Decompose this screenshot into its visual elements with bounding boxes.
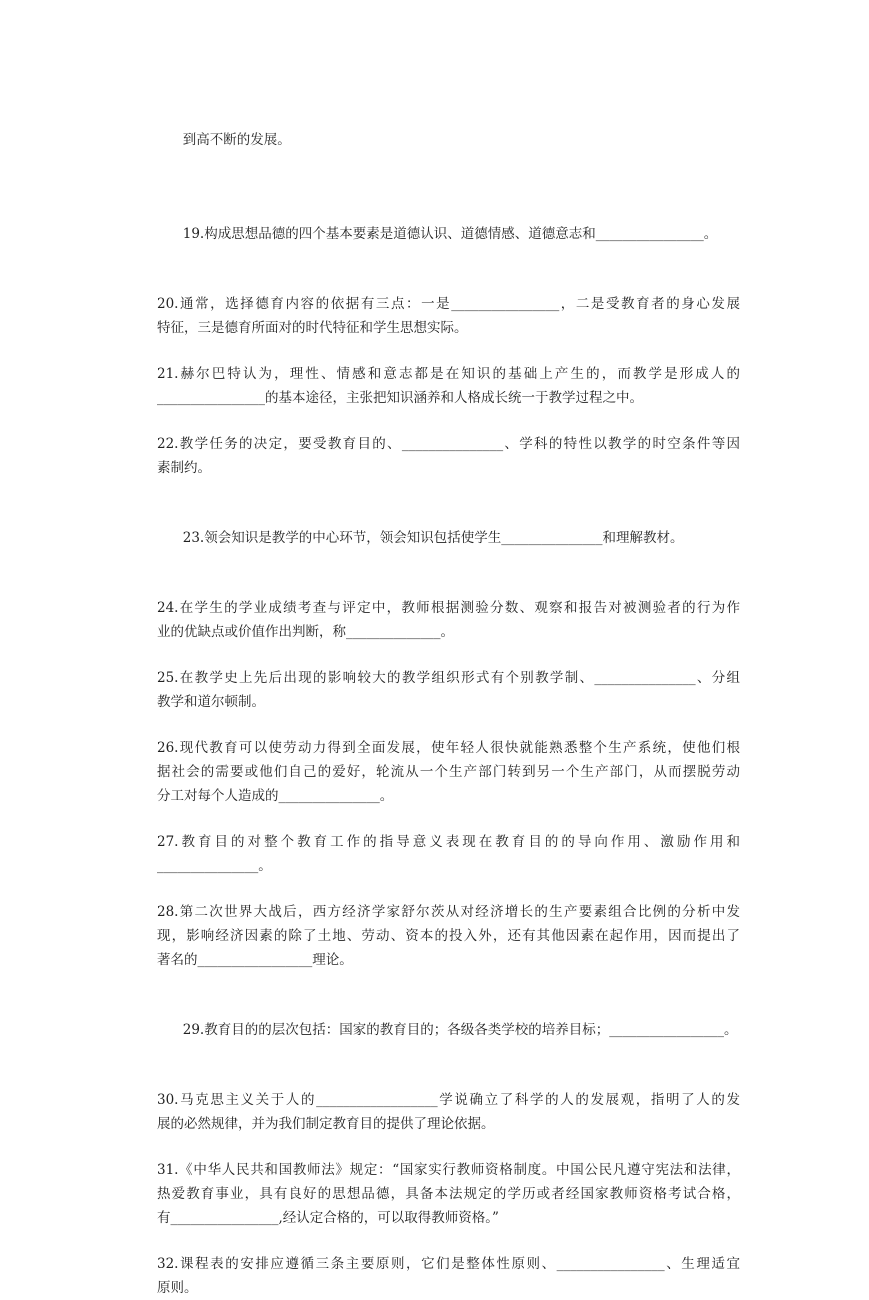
- question-continuation: 到高不断的发展。: [182, 132, 291, 148]
- question-29: 29.教育目的的层次包括：国家的教育目的；各级各类学校的培养目标；_________________。: [182, 1022, 738, 1038]
- question-27: 27.教育目的对整个教育工作的指导意义表现在教育目的的导向作用、激励作用和 _______________。: [157, 834, 740, 874]
- question-30: 30.马克思主义关于人的__________________学说确立了科学的人的发展观，指明了人的发 展的必然规律，并为我们制定教育目的提供了理论依据。: [157, 1092, 740, 1132]
- question-list: [157, 104, 740, 1300]
- question-24: 24.在学生的学业成绩考查与评定中，教师根据测验分数、观察和报告对被测验者的行为作 业的优缺点或价值作出判断，称______________。: [157, 600, 740, 640]
- question-21: 21.赫尔巴特认为，理性、情感和意志都是在知识的基础上产生的，而教学是形成人的 ________________的基本途径，主张把知识涵养和人格成长统一于教学过程之中。: [157, 366, 740, 406]
- question-23: 23.领会知识是教学的中心环节，领会知识包括使学生_______________和理解教材。: [182, 530, 684, 546]
- question-19: 19.构成思想品德的四个基本要素是道德认识、道德情感、道德意志和________________。: [182, 226, 718, 242]
- question-25: 25.在教学史上先后出现的影响较大的教学组织形式有个别教学制、_______________、分组 教学和道尔顿制。: [157, 670, 740, 710]
- question-22: 22.教学任务的决定，要受教育目的、_______________、学科的特性以教学的时空条件等因 素制约。: [157, 436, 740, 476]
- question-26: 26.现代教育可以使劳动力得到全面发展，使年轻人很快就能熟悉整个生产系统，使他们根 据社会的需要或他们自己的爱好，轮流从一个生产部门转到另一个生产部门，从而摆脱劳动 分工对每个人造成的_______________。: [157, 740, 740, 804]
- question-31: 31.《中华人民共和国教师法》规定：“国家实行教师资格制度。中国公民凡遵守宪法和法律， 热爱教育事业，具有良好的思想品德，具备本法规定的学历或者经国家教师资格考试合格， 有________________,经认定合格的，可以取得教师资格。”: [157, 1162, 740, 1226]
- question-28: 28.第二次世界大战后，西方经济学家舒尔茨从对经济增长的生产要素组合比例的分析中发 现，影响经济因素的除了土地、劳动、资本的投入外，还有其他因素在起作用，因而提出了 著名的_________________理论。: [157, 904, 740, 968]
- question-32: 32.课程表的安排应遵循三条主要原则，它们是整体性原则、________________、生理适宜 原则。: [157, 1256, 740, 1296]
- question-20: 20.通常，选择德育内容的依据有三点：一是________________，二是受教育者的身心发展 特征，三是德育所面对的时代特征和学生思想实际。: [157, 296, 740, 336]
